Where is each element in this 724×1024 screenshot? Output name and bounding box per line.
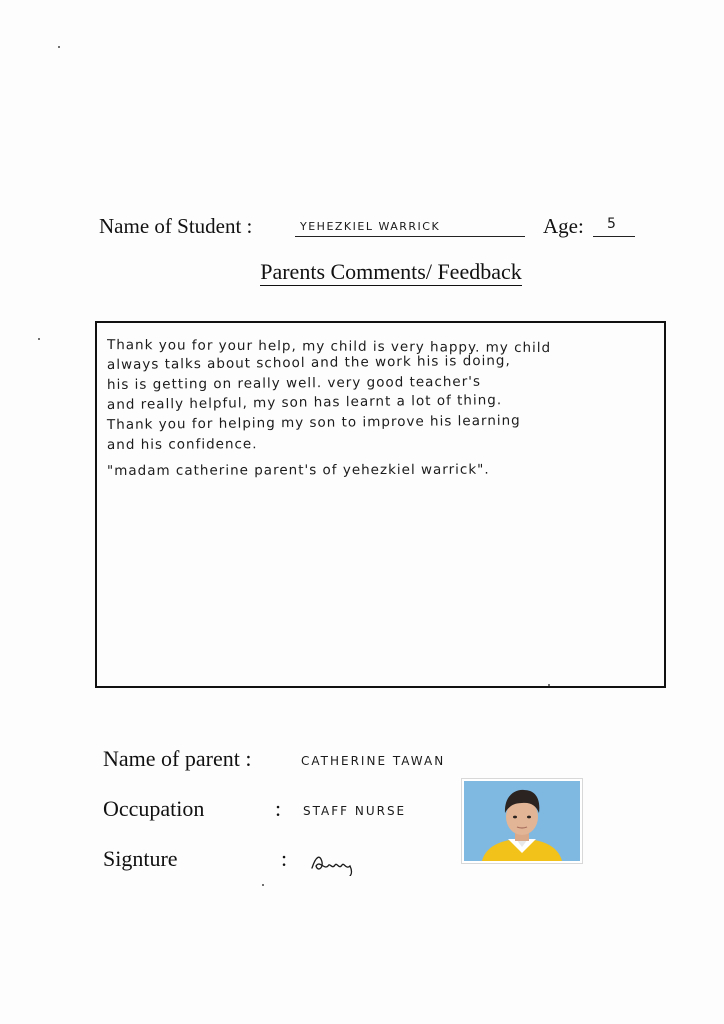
occupation-label: Occupation bbox=[103, 796, 205, 821]
scan-speck bbox=[38, 338, 40, 340]
scan-speck bbox=[58, 46, 60, 48]
parent-name-value: CATHERINE TAWAN bbox=[301, 754, 446, 768]
student-photo bbox=[461, 778, 583, 864]
student-name-value: YEHEZKIEL WARRICK bbox=[300, 220, 441, 233]
comment-line: always talks about school and the work his is doing, bbox=[106, 352, 511, 373]
comment-line: and his confidence. bbox=[106, 436, 258, 453]
age-label: Age: bbox=[543, 214, 584, 238]
student-name-label: Name of Student : bbox=[99, 214, 253, 238]
comment-line: his is getting on really well. very good teacher's bbox=[106, 373, 482, 393]
signature-colon: : bbox=[281, 846, 288, 871]
signature-row bbox=[103, 846, 503, 876]
occupation-colon: : bbox=[275, 796, 282, 821]
form-heading bbox=[0, 259, 724, 285]
signature-scribble bbox=[310, 852, 360, 876]
signature-label: Signture bbox=[103, 846, 178, 871]
parent-name-row bbox=[103, 746, 503, 776]
scan-speck bbox=[262, 884, 264, 886]
comments-text bbox=[107, 335, 657, 481]
comment-line: and really helpful, my son has learnt a lot of thing. bbox=[106, 392, 503, 413]
form-heading-text: Parents Comments/ Feedback bbox=[260, 259, 522, 284]
parent-name-label: Name of parent : bbox=[103, 746, 252, 771]
student-info-row bbox=[99, 210, 659, 244]
student-portrait-image bbox=[464, 781, 580, 861]
occupation-row bbox=[103, 796, 503, 826]
comment-line: Thank you for your help, my child is very happy. my child bbox=[106, 337, 552, 357]
comment-line: "madam catherine parent's of yehezkiel warrick". bbox=[106, 461, 490, 479]
comment-line: Thank you for helping my son to improve his learning bbox=[106, 412, 521, 433]
comments-box bbox=[95, 321, 666, 688]
age-value: 5 bbox=[607, 216, 618, 232]
occupation-value: STAFF NURSE bbox=[303, 804, 407, 818]
